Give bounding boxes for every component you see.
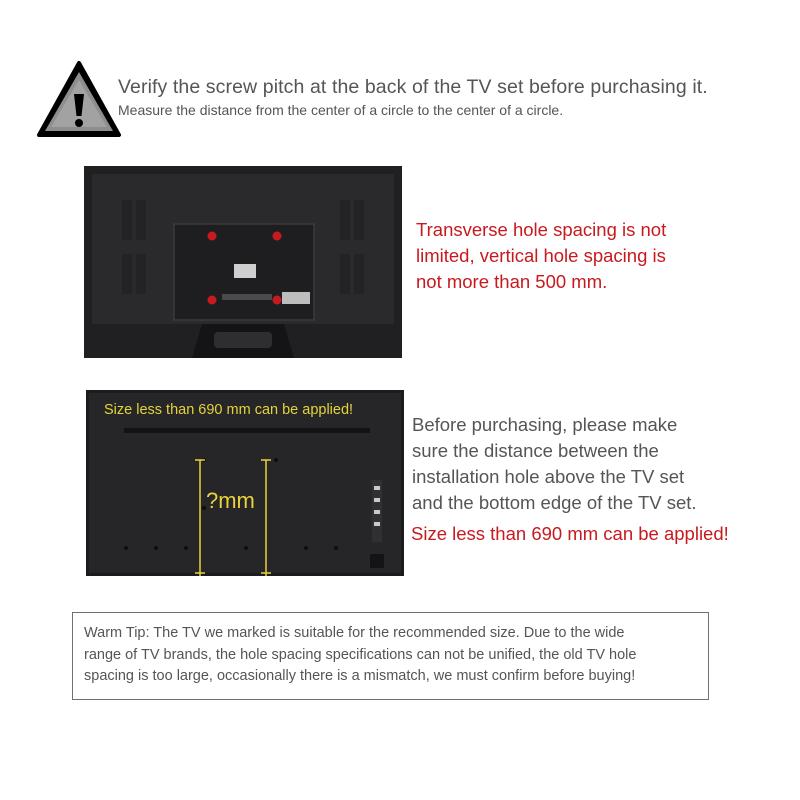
distance-measure-label: ?mm [206,488,255,513]
warm-tip-text [84,623,704,688]
note-line: not more than 500 mm. [416,271,608,292]
note-line: installation hole above the TV set [412,466,685,487]
hole-spacing-note [416,217,746,295]
size-limit-image-label: Size less than 690 mm can be applied! [104,402,354,418]
tv-back-image-holes [84,166,402,358]
note-line: limited, vertical hole spacing is [416,245,666,266]
note-line: Before purchasing, please make [412,414,678,435]
tip-line: spacing is too large, occasionally there is a mismatch, we must confirm before buying! [84,668,636,684]
page-title: Verify the screw pitch at the back of the TV set before purchasing it. [118,76,708,98]
size-limit-note: Size less than 690 mm can be applied! [411,523,729,544]
distance-note [412,412,772,516]
tip-line: range of TV brands, the hole spacing specifications can not be unified, the old TV hole [84,646,637,663]
note-line: sure the distance between the [412,440,659,461]
tip-line: Warm Tip: The TV we marked is suitable for the recommended size. Due to the wide [84,625,625,641]
note-line: Transverse hole spacing is not [416,219,667,240]
warning-triangle-icon [36,60,122,138]
note-line: and the bottom edge of the TV set. [412,492,697,513]
page-subtitle: Measure the distance from the center of a circle to the center of a circle. [118,102,564,118]
